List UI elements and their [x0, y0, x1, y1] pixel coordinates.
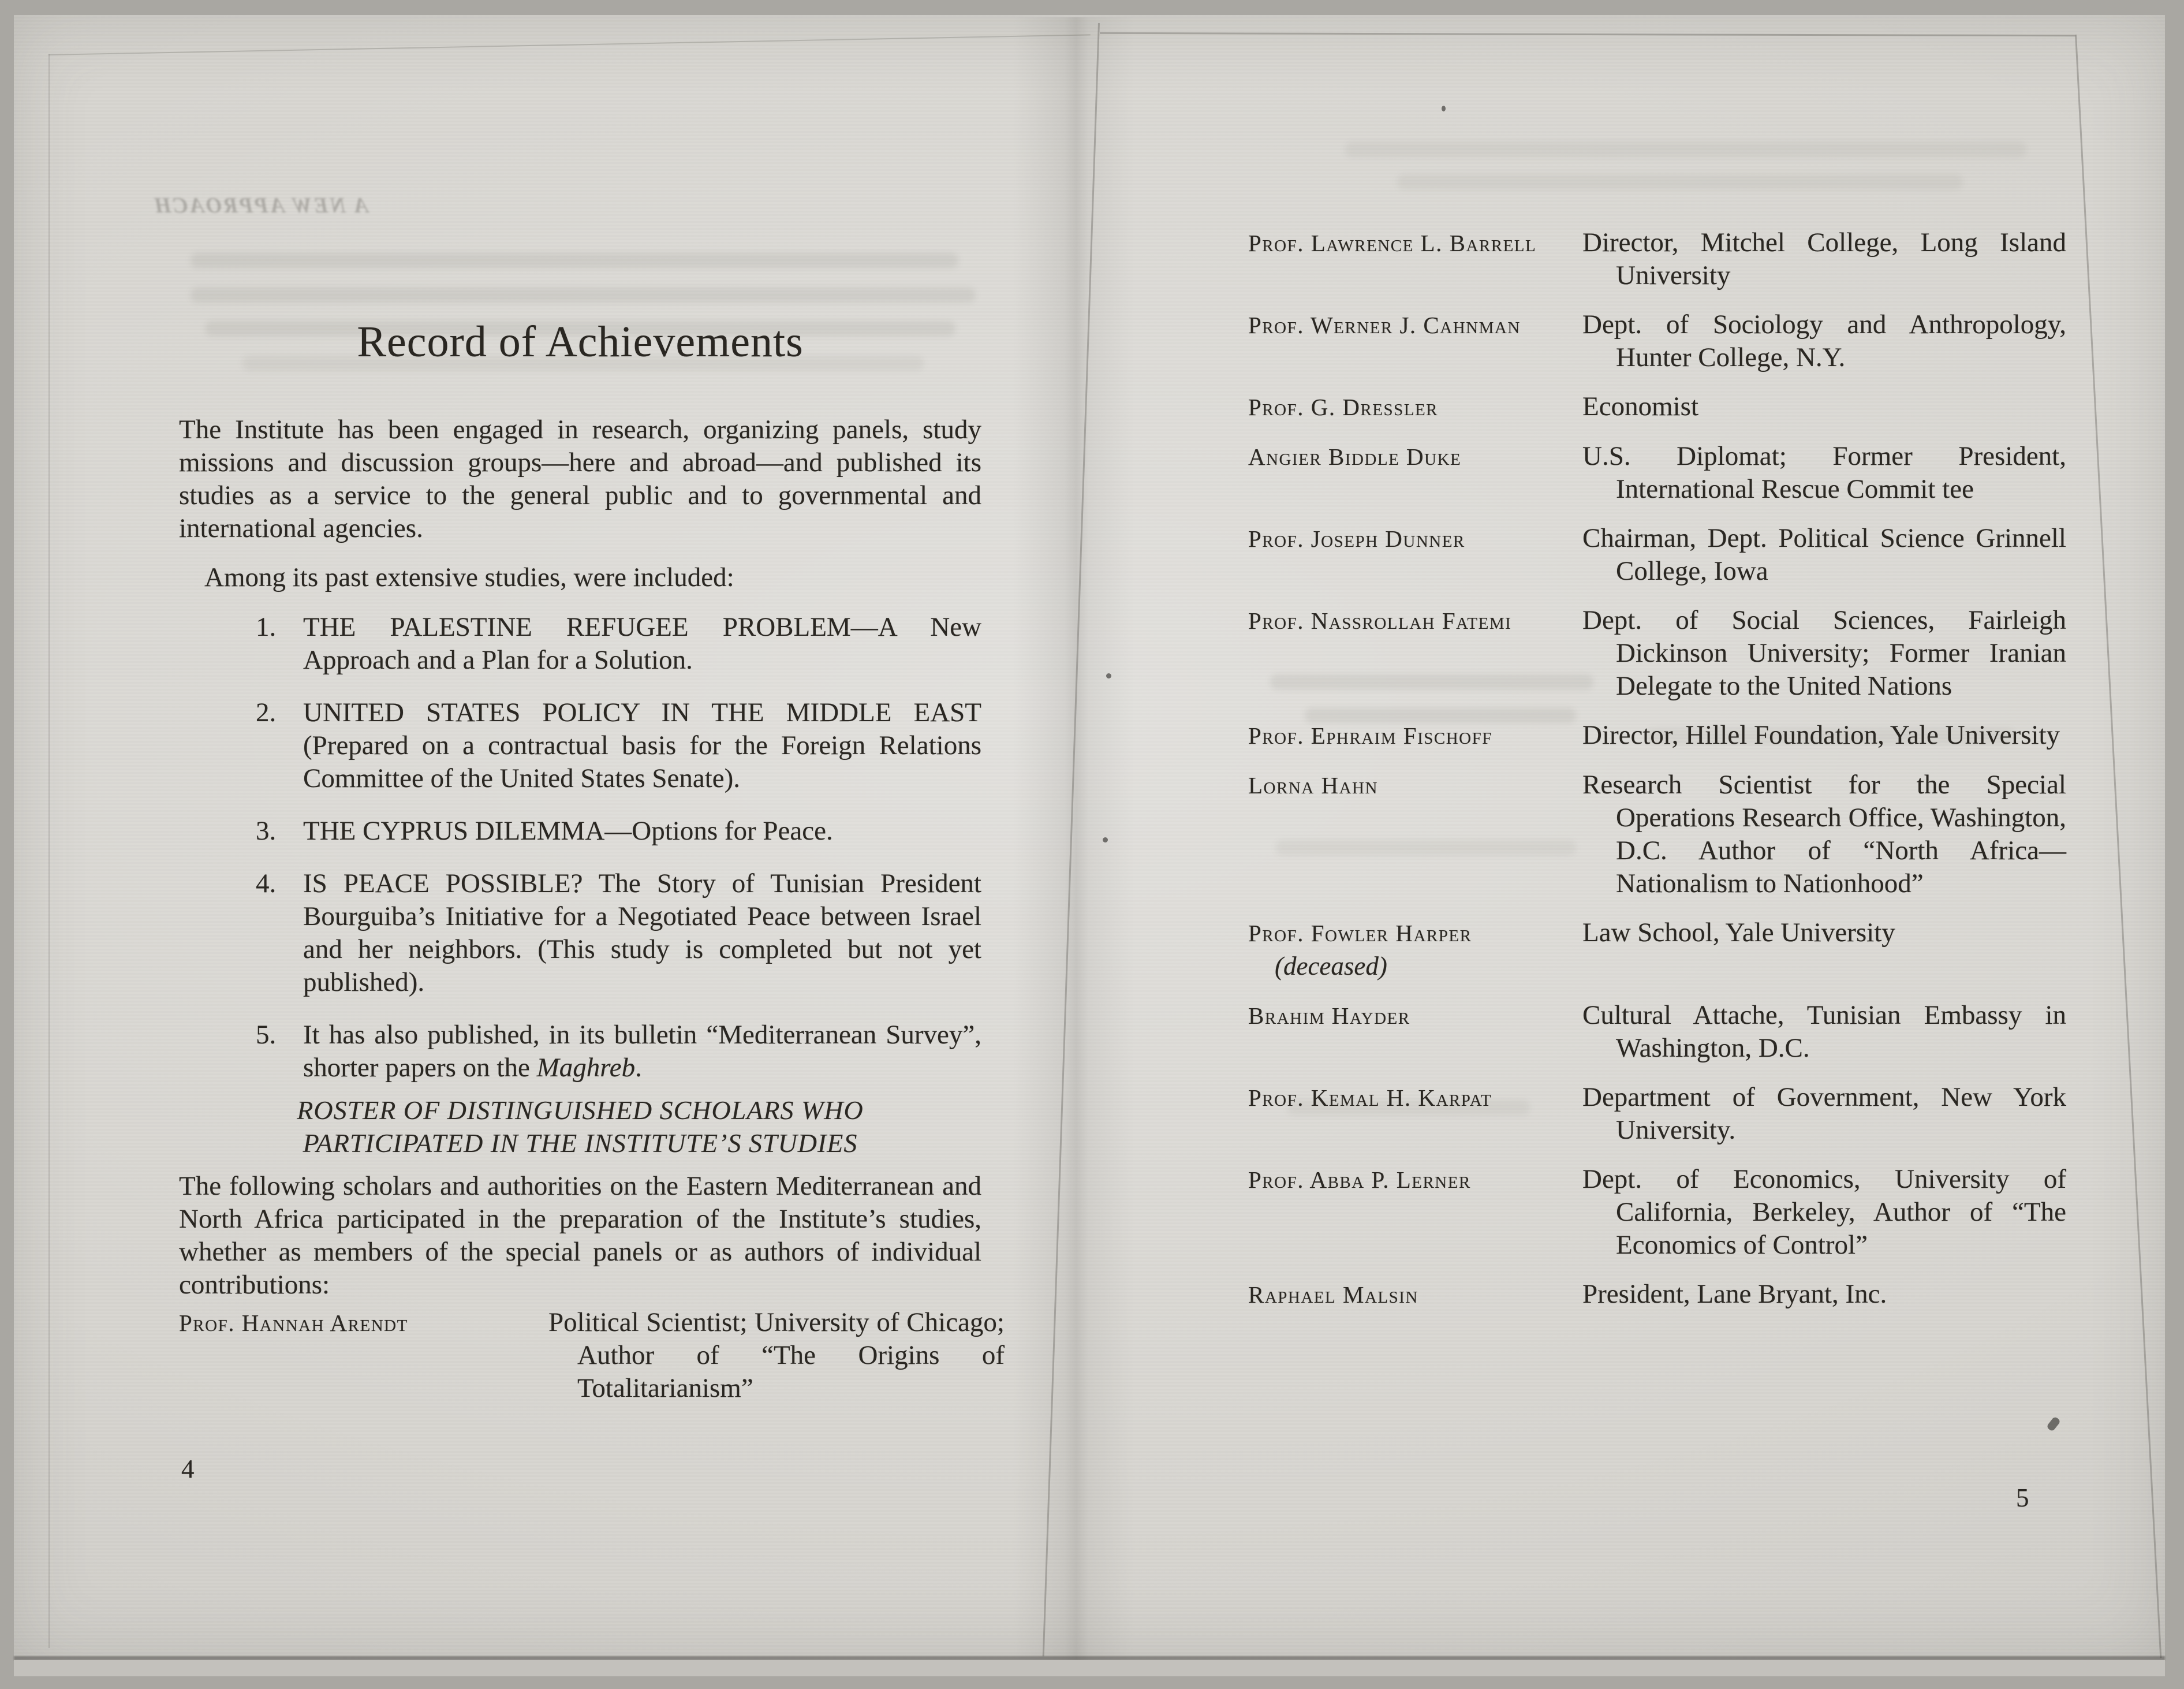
roster-entry-hayder: [1248, 999, 2074, 1065]
bleed-through-heading: A NEW APPROACH: [152, 193, 368, 218]
study-item-4: [179, 867, 981, 999]
scholar-name: Prof. Kemal H. Karpat: [1248, 1084, 1492, 1111]
scholar-note: (deceased): [1275, 952, 1387, 980]
scholar-description: Economist: [1582, 392, 1699, 422]
scholar-description: Director, Mitchel College, Long Island University: [1582, 228, 2066, 290]
study-item-2: [179, 696, 981, 795]
study-title-caps: THE CYPRUS DILEMMA—: [303, 816, 632, 846]
ink-speck: [1103, 837, 1108, 842]
study-title-caps: THE PALESTINE REFUGEE PROBLEM—A: [303, 612, 931, 642]
intro-paragraph: The Institute has been engaged in research, organizing panels, study missions and discussion groups—here and abroad—and published its studies as a service to the general public and to governmental and international agencies.: [179, 415, 981, 543]
page-number-left: 4: [181, 1455, 195, 1483]
scholar-description: Political Scientist; University of Chicago; Author of “The Origins of Totalitarianism”: [548, 1307, 1005, 1403]
right-page: [1248, 0, 2074, 1689]
study-text: Options for Peace.: [632, 816, 833, 846]
study-number: 1.: [256, 612, 277, 642]
roster-entry-fischoff: [1248, 719, 2074, 752]
scholar-name: Prof. Ephraim Fischoff: [1248, 722, 1492, 749]
roster-entry-duke: [1248, 440, 2074, 506]
scholar-name: Prof. Fowler Harper: [1248, 920, 1472, 946]
page-number-right: 5: [2016, 1483, 2029, 1512]
study-item-3: [179, 815, 981, 848]
roster-entry-barrell: [1248, 226, 2074, 292]
study-text: The Story of Tunisian President Bourguiba’s Initiative for a Negotiated Peace between Israel and her neighbors. (This study is completed but not yet published).: [303, 868, 981, 997]
study-text: .: [635, 1053, 642, 1083]
roster-heading-line-1: ROSTER OF DISTINGUISHED SCHOLARS WHO: [297, 1095, 864, 1125]
ink-speck: [1106, 673, 1111, 678]
roster-entry-dressler: [1248, 390, 2074, 424]
roster-entry-lerner: [1248, 1163, 2074, 1262]
study-number: 3.: [256, 816, 277, 846]
scholar-description: U.S. Diplomat; Former President, International Rescue Commit tee: [1582, 441, 2066, 504]
scholar-description: President, Lane Bryant, Inc.: [1582, 1279, 1887, 1309]
scholar-description: Law School, Yale University: [1582, 918, 1895, 948]
roster-heading: [179, 1094, 981, 1159]
scholar-description: Dept. of Economics, University of California, Berkeley, Author of “The Economics of Control”: [1582, 1164, 2066, 1260]
studies-list: [179, 611, 981, 1104]
scholar-description: Director, Hillel Foundation, Yale University: [1582, 720, 2060, 750]
roster-entry-arendt: [179, 1306, 1005, 1405]
scholar-description: Cultural Attache, Tunisian Embassy in Washington, D.C.: [1582, 1000, 2066, 1063]
study-text: New Approach and a Plan for a Solution.: [303, 612, 981, 675]
roster-intro-paragraph: The following scholars and authorities on the Eastern Mediterranean and North Africa participated in the preparation of the Institute’s studies, whether as members of the special panels or as authors of individual contributions:: [179, 1171, 981, 1300]
scholar-description: Department of Government, New York University.: [1582, 1082, 2066, 1145]
scholar-description: Research Scientist for the Special Operations Research Office, Washington, D.C. Author of “North Africa—Nationalism to Nationhood”: [1582, 770, 2066, 898]
study-text: (Prepared on a contractual basis for the Foreign Relations Committee of the United States Senate).: [303, 730, 981, 793]
left-page: [152, 0, 1005, 1689]
scholar-description: Dept. of Social Sciences, Fairleigh Dickinson University; Former Iranian Delegate to the United Nations: [1582, 605, 2066, 701]
study-number: 2.: [256, 698, 277, 728]
scholar-name: Prof. Hannah Arendt: [179, 1310, 408, 1336]
study-italic-term: Maghreb: [536, 1053, 636, 1083]
study-title-caps: UNITED STATES POLICY IN THE MIDDLE EAST: [303, 698, 981, 728]
study-text: It has also published, in its bulletin “Mediterranean Survey”, shorter papers on the: [303, 1020, 981, 1083]
study-title-caps: IS PEACE POSSIBLE?: [303, 868, 599, 898]
roster-entries: [1248, 226, 2074, 1328]
study-item-1: [179, 611, 981, 677]
roster-entry-karpat: [1248, 1081, 2074, 1147]
study-number: 5.: [256, 1020, 277, 1050]
scholar-name: Prof. Werner J. Cahnman: [1248, 312, 1521, 338]
roster-heading-line-2: PARTICIPATED IN THE INSTITUTE’S STUDIES: [303, 1128, 858, 1158]
scholar-name: Prof. Lawrence L. Barrell: [1248, 230, 1537, 256]
scholar-name: Angier Biddle Duke: [1248, 443, 1462, 470]
roster-entry-harper: [1248, 916, 2074, 983]
roster-entry-dunner: [1248, 522, 2074, 588]
study-number: 4.: [256, 868, 277, 898]
scholar-description: Dept. of Sociology and Anthropology, Hunter College, N.Y.: [1582, 310, 2066, 372]
roster-entry-cahnman: [1248, 308, 2074, 374]
roster-entry-fatemi: [1248, 604, 2074, 703]
roster-entry-hahn: [1248, 769, 2074, 900]
spine-shadow: [1013, 17, 1134, 1660]
studies-lead-in: Among its past extensive studies, were included:: [204, 562, 734, 592]
scholar-name: Lorna Hahn: [1248, 772, 1378, 799]
study-item-5: [179, 1019, 981, 1084]
scholar-name: Brahim Hayder: [1248, 1002, 1410, 1029]
scholar-name: Prof. Joseph Dunner: [1248, 525, 1465, 552]
scholar-name: Prof. Abba P. Lerner: [1248, 1166, 1471, 1193]
scholar-description: Chairman, Dept. Political Science Grinnell College, Iowa: [1582, 523, 2066, 586]
scholar-name: Raphael Malsin: [1248, 1281, 1418, 1308]
scholar-name: Prof. Nassrollah Fatemi: [1248, 607, 1512, 634]
roster-entry-malsin: [1248, 1278, 2074, 1311]
page-edge-left: [48, 54, 50, 1648]
scholar-name: Prof. G. Dressler: [1248, 394, 1439, 420]
page-title: Record of Achievements: [357, 318, 804, 366]
